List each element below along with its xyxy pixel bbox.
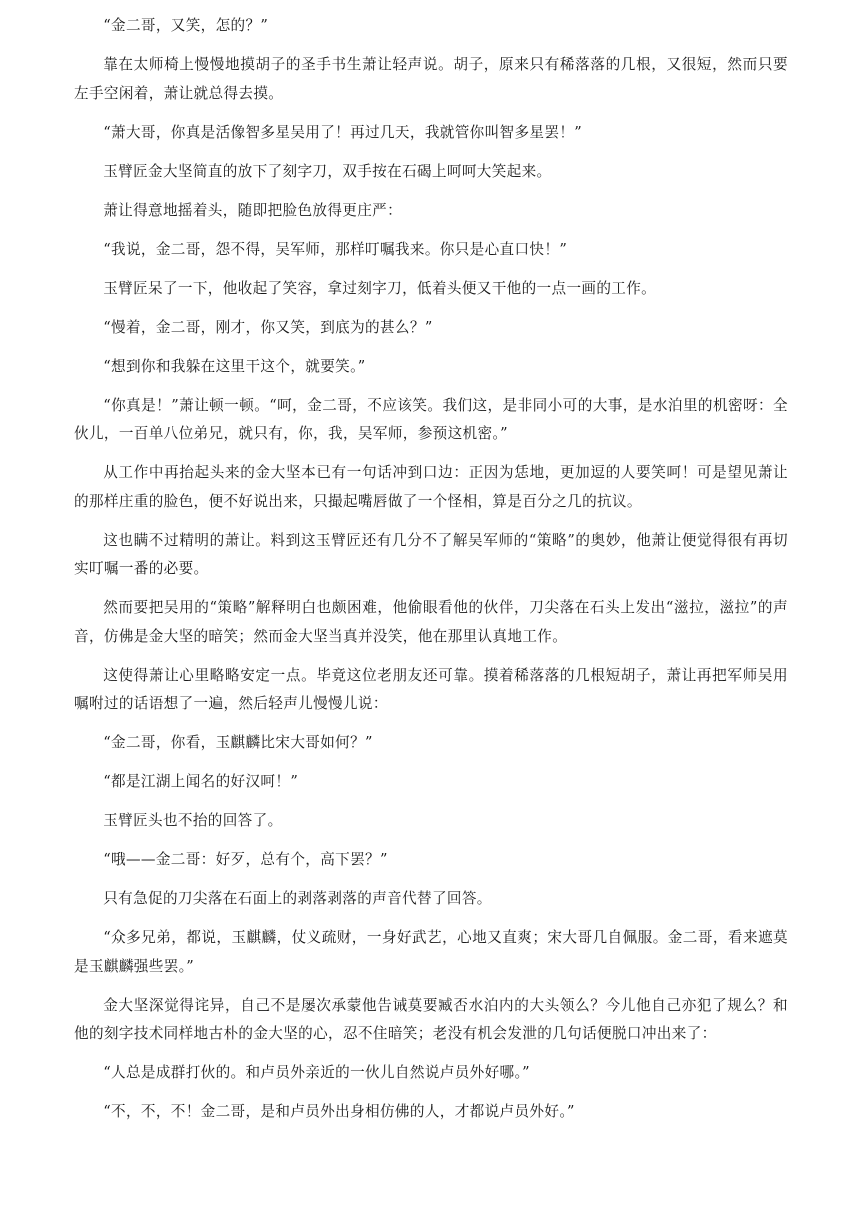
paragraph: “哦——金二哥：好歹，总有个，高下罢？”	[103, 851, 388, 868]
paragraph: “人总是成群打伙的。和卢员外亲近的一伙儿自然说卢员外好哪。”	[103, 1064, 530, 1081]
paragraph: 玉臂匠呆了一下，他收起了笑容，拿过刻字刀，低着头便又干他的一点一画的工作。	[103, 279, 657, 297]
paragraph: 萧让得意地摇着头，随即把脸色放得更庄严：	[103, 201, 403, 219]
paragraph: 金大坚深觉得诧异，自己不是屡次承蒙他告诫莫要臧否水泊内的大头领么？今儿他自己亦犯了规么？和他的刻字技术同样地古朴的金大坚的心，忍不住暗笑；老没有机会发泄的几句话便脱口冲出来了：	[74, 996, 788, 1042]
paragraph: 只有急促的刀尖落在石面上的剥落剥落的声音代替了回答。	[103, 890, 492, 907]
paragraph: 这也瞒不过精明的萧让。料到这玉臂匠还有几分不了解吴军师的“策略”的奥妙，他萧让便觉得很有再切实叮嘱一番的必要。	[74, 531, 788, 577]
paragraph: “不，不，不！金二哥，是和卢员外出身相仿佛的人，才都说卢员外好。”	[103, 1103, 575, 1120]
document-page	[74, 0, 788, 1127]
paragraph: “你真是！”萧让顿一顿。“呵，金二哥，不应该笑。我们这，是非同小可的大事，是水泊里的机密呀：全伙儿，一百单八位弟兄，就只有，你，我，吴军师，参预这机密。”	[74, 396, 788, 442]
paragraph: 玉臂匠头也不抬的回答了。	[103, 812, 283, 829]
paragraph: 从工作中再抬起头来的金大坚本已有一句话冲到口边：正因为恁地，更加逗的人要笑呵！可是望见萧让的那样庄重的脸色，便不好说出来，只撮起嘴唇做了一个怪相，算是百分之几的抗议。	[74, 464, 788, 510]
paragraph: 玉臂匠金大坚简直的放下了刻字刀，双手按在石碣上呵呵大笑起来。	[103, 162, 552, 180]
paragraph: 然而要把吴用的“策略”解释明白也颇困难，他偷眼看他的伙伴，刀尖落在石头上发出“滋拉，滋拉”的声音，仿佛是金大坚的暗笑；然而金大坚当真并没笑，他在那里认真地工作。	[74, 599, 788, 645]
paragraph: “慢着，金二哥，刚才，你又笑，到底为的甚么？”	[103, 318, 433, 336]
paragraph: “众多兄弟，都说，玉麒麟，仗义疏财，一身好武艺，心地又直爽；宋大哥几自佩服。金二哥，看来遮莫是玉麒麟强些罢。”	[74, 929, 788, 975]
paragraph: “金二哥，你看，玉麒麟比宋大哥如何？”	[103, 734, 373, 751]
paragraph: 靠在太师椅上慢慢地摸胡子的圣手书生萧让轻声说。胡子，原来只有稀落落的几根，又很短，然而只要左手空闲着，萧让就总得去摸。	[74, 56, 788, 102]
paragraph: “我说，金二哥，怨不得，吴军师，那样叮嘱我来。你只是心直口快！”	[103, 240, 568, 258]
paragraph: “都是江湖上闻名的好汉呵！”	[103, 773, 299, 790]
paragraph: “萧大哥，你真是活像智多星吴用了！再过几天，我就管你叫智多星罢！”	[103, 123, 583, 141]
paragraph: 这使得萧让心里略略安定一点。毕竟这位老朋友还可靠。摸着稀落落的几根短胡子，萧让再把军师吴用嘱咐过的话语想了一遍，然后轻声儿慢慢儿说：	[74, 666, 788, 712]
paragraph: “想到你和我躲在这里干这个，就要笑。”	[103, 357, 366, 375]
paragraph: “金二哥，又笑，怎的？”	[103, 17, 269, 34]
